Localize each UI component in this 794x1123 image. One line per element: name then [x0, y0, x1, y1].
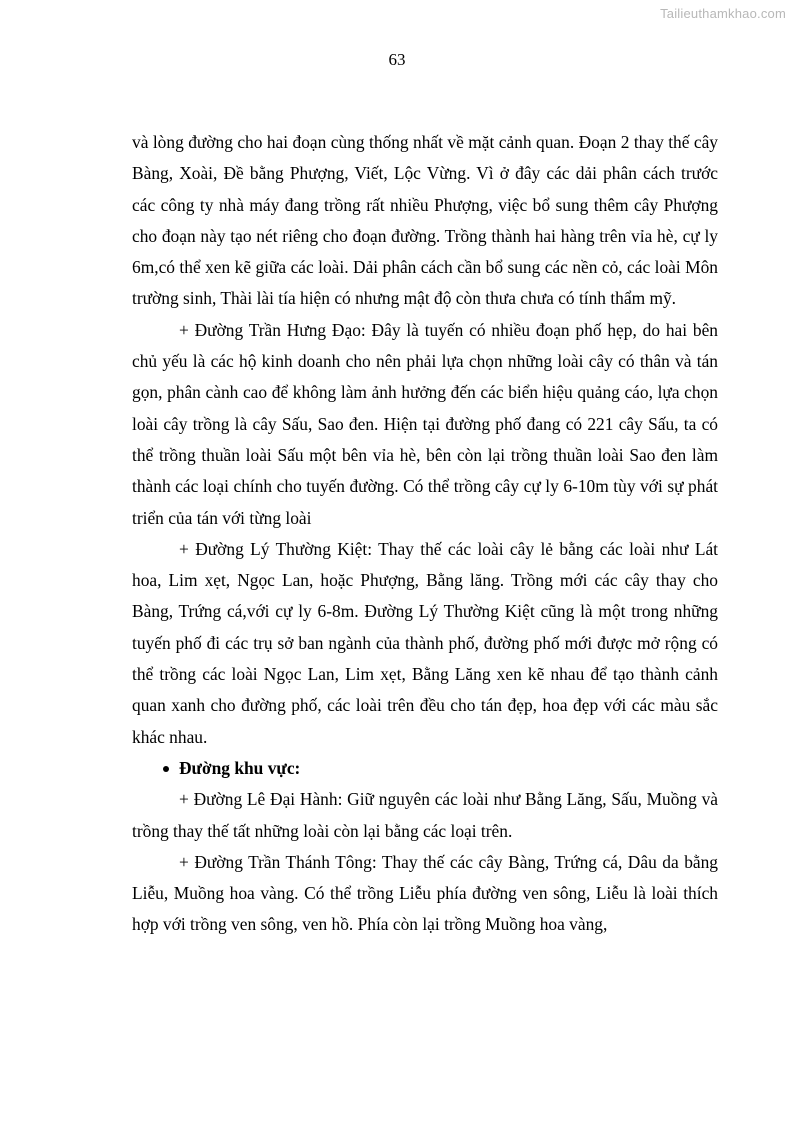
paragraph-ly-thuong-kiet: + Đường Lý Thường Kiệt: Thay thế các loài cây lẻ bằng các loài như Lát hoa, Lim xẹt, Ngọc Lan, hoặc Phượng, Bằng lăng. Trồng mới các cây thay cho Bàng, Trứng cá,với cự ly 6-8m. Đường Lý Thường Kiệt cũng là một trong những tuyến phố đi các trụ sở ban ngành của thành phố, đường phố mới được mở rộng có thể trồng các loài Ngọc Lan, Lim xẹt, Bằng Lăng xen kẽ nhau để tạo thành cảnh quan xanh cho đường phố, các loài trên đều cho tán đẹp, hoa đẹp với các màu sắc khác nhau.	[132, 538, 718, 747]
paragraph-tran-hung-dao: + Đường Trần Hưng Đạo: Đây là tuyến có nhiều đoạn phố hẹp, do hai bên chủ yếu là các hộ kinh doanh cho nên phải lựa chọn những loài cây có thân và tán gọn, phân cành cao để không làm ảnh hưởng đến các biển hiệu quảng cáo, lựa chọn loài cây trồng là cây Sấu, Sao đen. Hiện tại đường phố đang có 221 cây Sấu, ta có thể trồng thuần loài Sấu một bên vỉa hè, bên còn lại trồng thuần loài Sao đen làm thành các loại chính cho tuyến đường. Có thể trồng cây cự ly 6-10m tùy với sự phát triển của tán với từng loài	[132, 319, 718, 528]
paragraph-continuation: và lòng đường cho hai đoạn cùng thống nhất về mặt cảnh quan. Đoạn 2 thay thế cây Bàng, Xoài, Đề bằng Phượng, Viết, Lộc Vừng. Vì ở đây các dải phân cách trước các công ty nhà máy đang trồng rất nhiều Phượng, việc bổ sung thêm cây Phượng cho đoạn này tạo nét riêng cho đoạn đường. Trồng thành hai hàng trên vỉa hè, cự ly 6m,có thể xen kẽ giữa các loài. Dải phân cách cần bổ sung các nền cỏ, các loài Môn trường sinh, Thài lài tía hiện có nhưng mật độ còn thưa chưa có tính thẩm mỹ.	[132, 132, 718, 309]
section-heading-text: Đường khu vực:	[179, 757, 301, 778]
paragraph-le-dai-hanh: + Đường Lê Đại Hành: Giữ nguyên các loài như Bằng Lăng, Sấu, Muồng và trồng thay thế tất những loài còn lại bằng các loại trên.	[132, 789, 718, 841]
section-heading-duong-khu-vuc	[132, 753, 718, 784]
page-number: 63	[388, 50, 406, 69]
bullet-icon	[163, 766, 169, 772]
watermark: Tailieuthamkhao.com	[660, 6, 786, 21]
paragraph-tran-thanh-tong: + Đường Trần Thánh Tông: Thay thế các cây Bàng, Trứng cá, Dâu da bằng Liễu, Muồng hoa vàng. Có thể trồng Liễu phía đường ven sông, Liễu là loài thích hợp với trồng ven sông, ven hồ. Phía còn lại trồng Muồng hoa vàng,	[132, 851, 718, 935]
document-body	[132, 127, 718, 941]
